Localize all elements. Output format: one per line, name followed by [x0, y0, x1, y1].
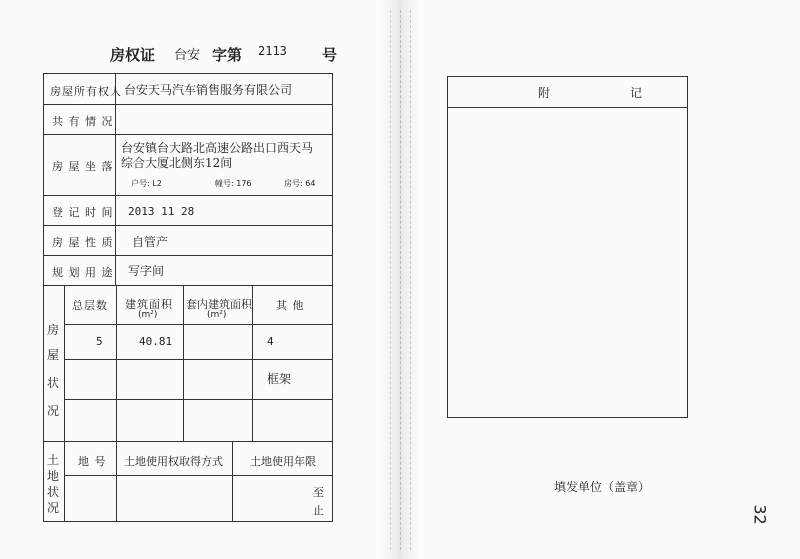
col-land-number: 地 号: [78, 455, 107, 468]
land-side-char: 状: [46, 485, 59, 499]
col-total-floors: 总层数: [72, 299, 108, 312]
room-number: 房号: 64: [284, 179, 316, 188]
certificate-header: [110, 44, 350, 66]
remarks-title-char: 附: [538, 86, 551, 100]
joint-ownership-label: 共 有 情 况: [52, 115, 114, 128]
certificate-region: 台安: [174, 48, 201, 63]
certificate-word: 字第: [212, 46, 243, 64]
certificate-title: 房权证: [110, 46, 156, 64]
col-land-term: 土地使用年限: [250, 455, 316, 468]
col-land-method: 土地使用权取得方式: [124, 455, 223, 468]
status-side-char: 房: [46, 323, 59, 337]
binding-line: [390, 10, 391, 550]
building-area-value: 40.81: [139, 335, 173, 348]
remarks-box: [447, 76, 688, 418]
location-line1: 台安镇台大路北高速公路出口西天马: [121, 141, 314, 155]
binding-line: [400, 10, 401, 550]
property-nature-label: 房 屋 性 质: [52, 236, 114, 249]
col-building-area-unit: (m²): [138, 310, 158, 320]
registration-time-value: 2013 11 28: [128, 205, 195, 218]
building-number: 幢号: 176: [215, 179, 252, 188]
planned-use-label: 规 划 用 途: [52, 266, 114, 279]
remarks-title-char: 记: [630, 86, 643, 100]
remarks-header-divider: [447, 107, 688, 108]
col-inner-area: 套内建筑面积: [186, 298, 252, 311]
land-side-char: 地: [46, 469, 59, 483]
status-side-char: 状: [46, 376, 59, 390]
col-building-area: 建筑面积: [125, 298, 173, 311]
structure-value: 框架: [267, 372, 292, 386]
certificate-hao: 号: [322, 46, 338, 64]
col-inner-area-unit: (m²): [207, 310, 227, 320]
registration-time-label: 登 记 时 间: [52, 206, 114, 219]
certificate-number: 2113: [258, 44, 287, 58]
owner-value: 台安天马汽车销售服务有限公司: [124, 83, 293, 97]
status-side-char: 况: [46, 404, 59, 418]
land-term-end: 止: [313, 504, 324, 517]
status-side-char: 屋: [46, 348, 59, 362]
other-value: 4: [267, 335, 274, 348]
land-term-to: 至: [313, 486, 324, 499]
location-line2: 综合大厦北侧东12间: [121, 156, 233, 170]
col-other: 其 他: [276, 299, 305, 312]
land-side-char: 土: [46, 453, 59, 467]
land-side-char: 况: [46, 501, 59, 515]
location-label: 房 屋 坐 落: [52, 160, 114, 173]
planned-use-value: 写字间: [128, 264, 165, 278]
binding-line: [410, 10, 411, 550]
household-number: 户号: L2: [131, 179, 162, 188]
owner-label: 房屋所有权人: [50, 85, 122, 98]
property-nature-value: 自管产: [132, 235, 169, 249]
total-floors-value: 5: [96, 335, 103, 348]
issuing-unit-stamp: 填发单位（盖章）: [554, 480, 651, 494]
page-number: 32: [750, 504, 770, 525]
